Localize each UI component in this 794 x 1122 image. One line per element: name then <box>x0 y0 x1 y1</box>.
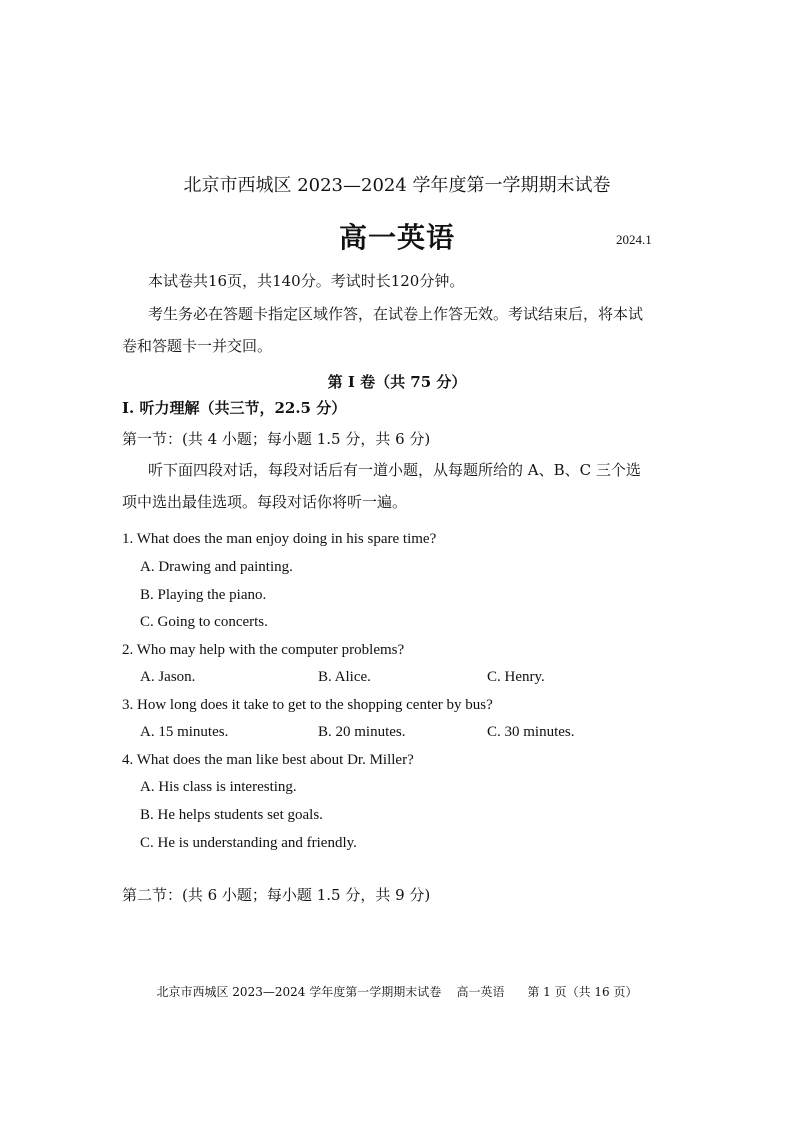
question-1-option-b: B. Playing the piano. <box>140 587 267 603</box>
question-3-stem: 3. How long does it take to get to the shopping center by bus? <box>122 697 493 713</box>
direction-line-1: 听下面四段对话，每段对话后有一道小题，从每题所给的 A、B、C 三个选 <box>148 461 641 479</box>
question-4-option-b: B. He helps students set goals. <box>140 807 323 823</box>
question-4-option-a: A. His class is interesting. <box>140 779 297 795</box>
exam-date: 2024.1 <box>616 232 652 247</box>
question-1-option-c: C. Going to concerts. <box>140 614 268 630</box>
part-title: 第 Ⅰ 卷（共 75 分） <box>327 373 467 391</box>
subject-title: 高一英语 <box>338 221 455 254</box>
subsection-2-title: 第二节：(共 6 小题；每小题 1.5 分，共 9 分) <box>122 886 431 904</box>
question-3-option-a: A. 15 minutes. <box>140 724 229 740</box>
instruction-line-3: 卷和答题卡一并交回。 <box>122 337 273 355</box>
question-4-option-c: C. He is understanding and friendly. <box>140 835 357 851</box>
question-2-option-c: C. Henry. <box>487 669 545 685</box>
question-3-option-c: C. 30 minutes. <box>487 724 575 740</box>
instruction-line-1: 本试卷共16页，共140分。考试时长120分钟。 <box>148 272 465 290</box>
section-title: I. 听力理解（共三节，22.5 分） <box>122 399 347 417</box>
question-1-stem: 1. What does the man enjoy doing in his spare time? <box>122 531 437 547</box>
question-2-stem: 2. Who may help with the computer problems? <box>122 642 405 658</box>
question-3-option-b: B. 20 minutes. <box>318 724 406 740</box>
page-footer: 北京市西城区 2023—2024 学年度第一学期期末试卷 高一英语 第 1 页（共 16 页） <box>156 985 638 999</box>
exam-header: 北京市西城区 2023—2024 学年度第一学期期末试卷 <box>183 175 611 196</box>
subsection-1-title: 第一节：(共 4 小题；每小题 1.5 分，共 6 分) <box>122 430 431 448</box>
direction-line-2: 项中选出最佳选项。每段对话你将听一遍。 <box>122 493 408 511</box>
instruction-line-2: 考生务必在答题卡指定区域作答，在试卷上作答无效。考试结束后，将本试 <box>148 305 644 323</box>
question-4-stem: 4. What does the man like best about Dr. Miller? <box>122 752 414 768</box>
question-2-option-a: A. Jason. <box>140 669 196 685</box>
question-2-option-b: B. Alice. <box>318 669 371 685</box>
question-1-option-a: A. Drawing and painting. <box>140 559 293 575</box>
